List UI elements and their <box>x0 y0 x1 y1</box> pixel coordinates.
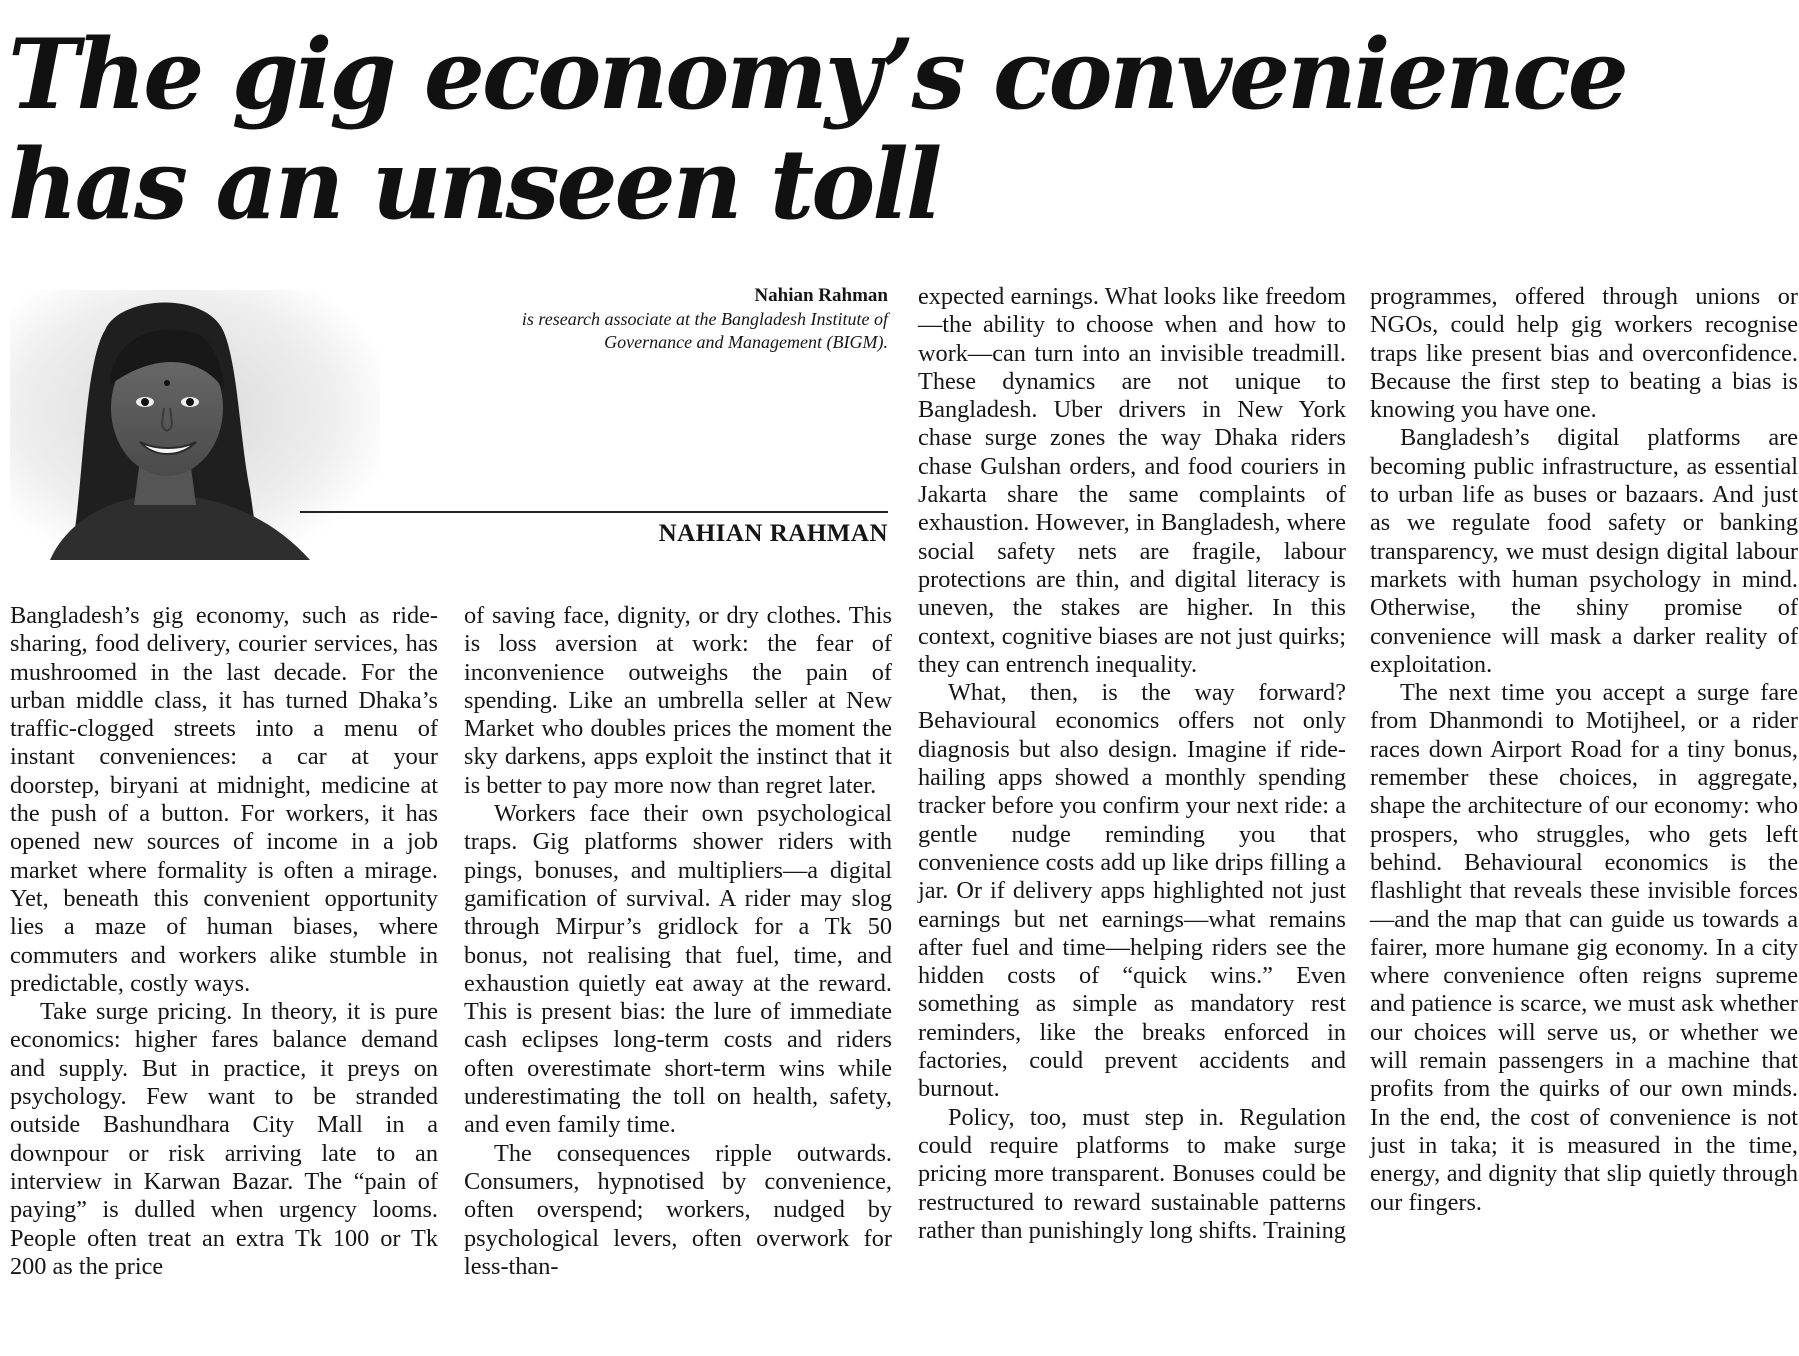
paragraph: Bangladesh’s digital platforms are becoming public infrastructure, as essential to urban life as buses or bazaars. And just as we regulate food safety or banking transparency, we must design digital labour markets with human psychology in mind. Otherwise, the shiny promise of convenience will mask a darker reality of exploitation. <box>1370 424 1798 678</box>
paragraph: Bangladesh’s gig economy, such as ride-sharing, food delivery, courier services, has mushroomed in the last decade. For the urban middle class, it has turned Dhaka’s traffic-clogged streets into a menu of instant conveniences: a car at your doorstep, biryani at midnight, medicine at the push of a button. For workers, it has opened new sources of income in a job market where formality is often a mirage. Yet, beneath this convenient opportunity lies a maze of human biases, where commuters and workers alike stumble in predictable, costly ways. <box>10 602 438 997</box>
paragraph: Workers face their own psychological traps. Gig platforms shower riders with pings, bonuses, and multipliers—a digital gamification of survival. A rider may slog through Mirpur’s gridlock for a Tk 50 bonus, not realising that fuel, time, and exhaustion quietly eat away at the reward. This is present bias: the lure of immediate cash eclipses long-term costs and riders often overestimate short-term wins while underestimating the toll on health, safety, and even family time. <box>464 800 892 1139</box>
paragraph: Take surge pricing. In theory, it is pure economics: higher fares balance demand and supply. But in practice, it preys on psychology. Few want to be stranded outside Bashundhara City Mall in a downpour or risk arriving late to an interview in Karwan Bazar. The “pain of paying” is dulled when urgency looms. People often treat an extra Tk 100 or Tk 200 as the price <box>10 998 438 1280</box>
paragraph: The consequences ripple outwards. Consumers, hypnotised by convenience, often overspend; workers, nudged by psychological levers, often overwork for less-than- <box>464 1139 892 1280</box>
paragraph: programmes, offered through unions or NGOs, could help gig workers recognise traps like present bias and overconfidence. Because the first step to beating a bias is knowing you have one. <box>1370 283 1798 424</box>
headline-line-1: The gig economy’s convenience <box>8 18 1626 131</box>
article-column-1 <box>10 602 438 1281</box>
paragraph: Policy, too, must step in. Regulation could require platforms to make surge pricing more transparent. Bonuses could be restructured to reward sustainable patterns rather than punishingly long shifts. Training <box>918 1103 1346 1244</box>
author-bio: is research associate at the Bangladesh Institute of Governance and Management (BIGM). <box>521 309 888 352</box>
paragraph: expected earnings. What looks like freedom—the ability to choose when and how to work—can turn into an invisible treadmill. These dynamics are not unique to Bangladesh. Uber drivers in New York chase surge zones the way Dhaka riders chase Gulshan orders, and food couriers in Jakarta share the same complaints of exhaustion. However, in Bangladesh, where social safety nets are fragile, labour protections are thin, and digital literacy is uneven, the stakes are higher. In this context, cognitive biases are not just quirks; they can entrench inequality. <box>918 283 1346 678</box>
article-column-3 <box>918 283 1346 1245</box>
article-column-4 <box>1370 283 1798 1217</box>
article-column-2 <box>464 602 892 1281</box>
headline <box>8 20 1788 240</box>
headline-line-2: has an unseen toll <box>8 128 940 241</box>
byline: NAHIAN RAHMAN <box>658 520 888 547</box>
author-name: Nahian Rahman <box>754 285 888 306</box>
author-portrait <box>10 290 380 560</box>
byline-divider <box>300 511 888 513</box>
paragraph: The next time you accept a surge fare from Dhanmondi to Motijheel, or a rider races down Airport Road for a tiny bonus, remember these choices, in aggregate, shape the architecture of our economy: who prospers, who struggles, who gets left behind. Behavioural economics is the flashlight that reveals these invisible forces—and the map that can guide us towards a fairer, more humane gig economy. In a city where convenience often reigns supreme and patience is scarce, we must ask whether our choices will serve us, or whether we will remain passengers in a machine that profits from the quirks of our own minds. In the end, the cost of convenience is not just in taka; it is measured in the time, energy, and dignity that slip quietly through our fingers. <box>1370 679 1798 1216</box>
paragraph: of saving face, dignity, or dry clothes. This is loss aversion at work: the fear of inconvenience outweighs the pain of spending. Like an umbrella seller at New Market who doubles prices the moment the sky darkens, apps exploit the instinct that it is better to pay more now than regret later. <box>464 602 892 799</box>
paragraph: What, then, is the way forward? Behavioural economics offers not only diagnosis but also design. Imagine if ride-hailing apps showed a monthly spending tracker before you confirm your next ride: a gentle nudge reminding you that convenience costs add up like drips filling a jar. Or if delivery apps highlighted not just earnings but net earnings—what remains after fuel and time—helping riders see the hidden costs of “quick wins.” Even something as simple as mandatory rest reminders, like the breaks enforced in factories, could prevent accidents and burnout. <box>918 679 1346 1103</box>
